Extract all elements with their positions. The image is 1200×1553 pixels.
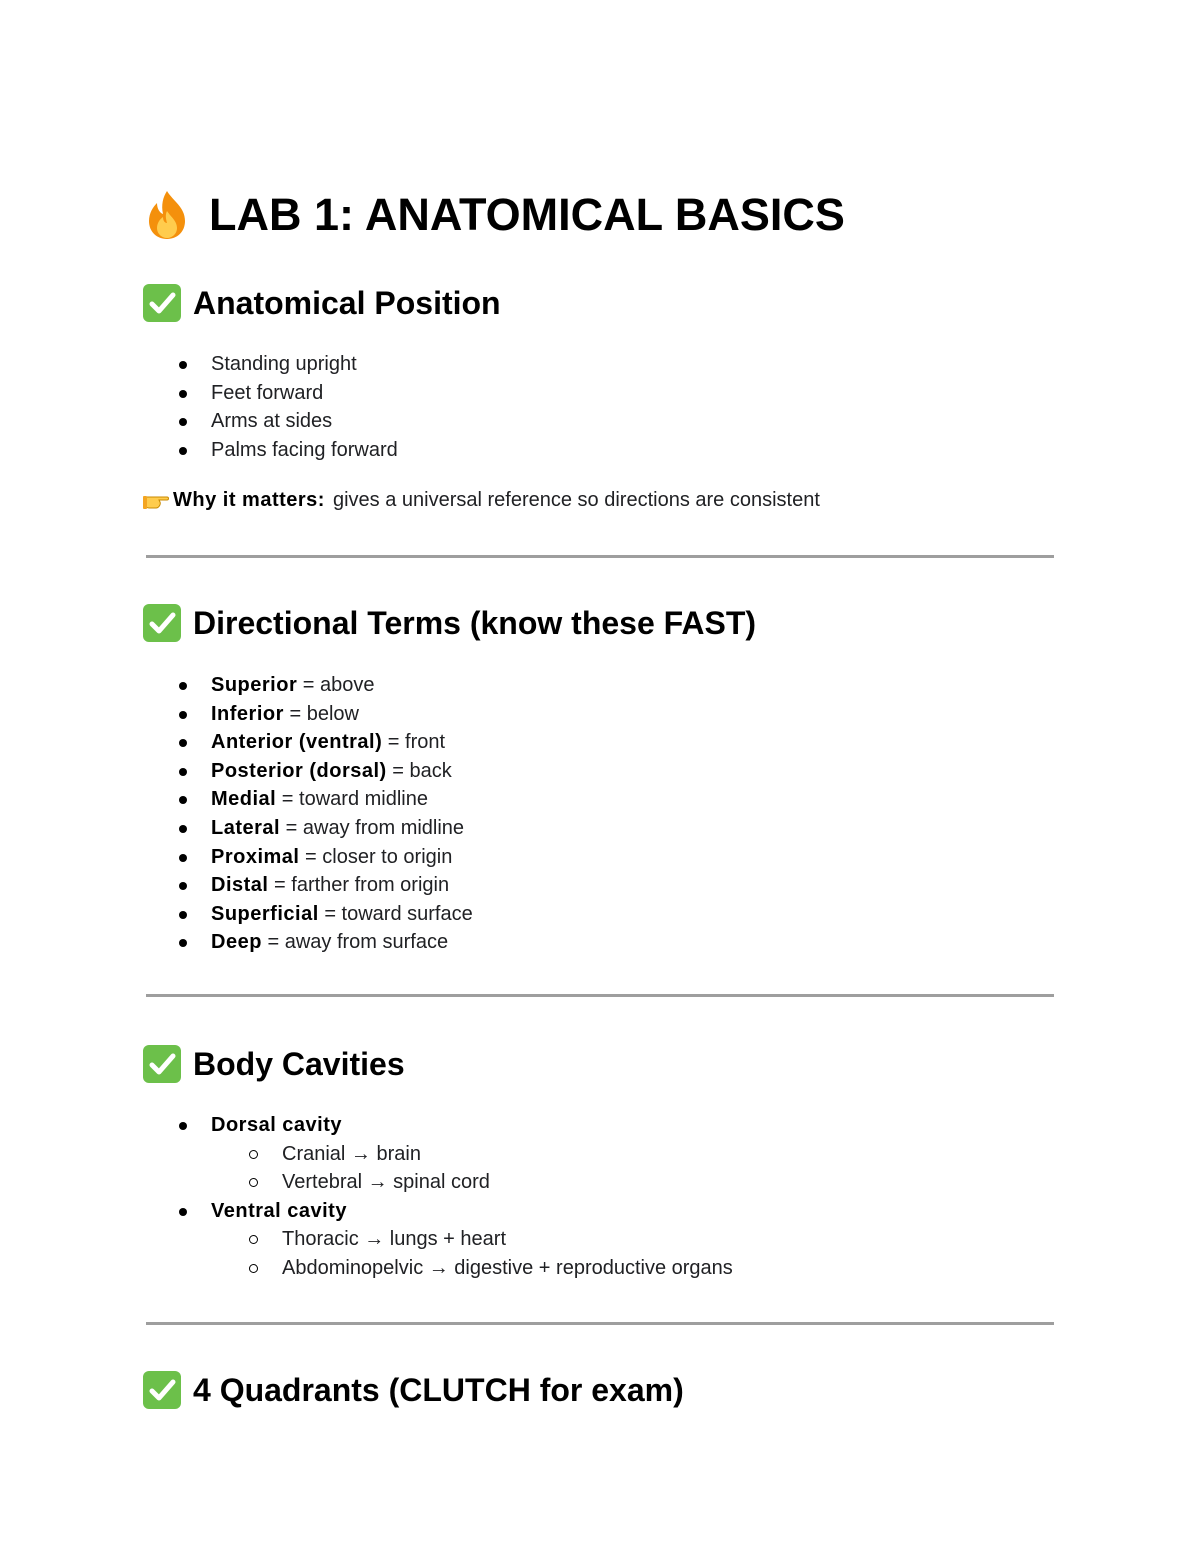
sub-list-item: Vertebral → spinal cord [0,1168,733,1197]
note-label: Why it matters: [173,489,325,511]
list-item [0,871,473,900]
definition: = farther from origin [268,874,450,897]
definition: = back [386,759,452,782]
list-item [0,1111,733,1140]
term: Superior [211,674,298,696]
sub-list-item: Abdominopelvic → digestive + reproductive organs [0,1254,733,1283]
list-item [0,785,473,814]
cavity-group-label: Dorsal cavity [211,1114,343,1136]
section-heading-text: Anatomical Position [193,285,501,321]
term: Anterior (ventral) [211,731,383,754]
cavity-group-label: Ventral cavity [211,1199,347,1222]
term: Deep [211,931,262,954]
sub-list-item: Thoracic → lungs + heart [0,1225,733,1254]
pointing-hand-icon [143,489,169,511]
section-heading-body-cavities [143,1044,405,1084]
definition: = toward midline [276,788,428,811]
list-item [0,1197,733,1226]
section-heading-text: Directional Terms (know these FAST) [193,605,757,641]
list-item [0,757,473,786]
check-mark-button-icon [143,284,181,322]
note-text: gives a universal reference so directions are consistent [332,489,820,511]
section-heading-text: 4 Quadrants (CLUTCH for exam) [193,1372,684,1408]
term: Inferior [211,702,284,725]
list-item: Feet forward [0,379,398,408]
page-title-text: LAB 1: ANATOMICAL BASICS [209,189,845,240]
term: Medial [211,788,277,811]
directional-terms-list [0,671,473,957]
list-item [0,814,473,843]
check-mark-button-icon [143,1371,181,1409]
definition: = below [283,702,359,725]
horizontal-rule [146,1322,1054,1325]
section-heading-quadrants [143,1370,684,1410]
section-heading-anatomical-position [143,283,501,323]
why-it-matters-note [143,486,820,514]
list-item: Arms at sides [0,407,398,436]
term: Posterior (dorsal) [211,759,387,782]
sub-list-item: Cranial → brain [0,1140,733,1169]
page-title [143,189,845,241]
list-item [0,928,473,957]
term: Distal [211,874,269,897]
list-item: Standing upright [0,350,398,379]
list-item [0,700,473,729]
definition: = away from surface [261,931,449,954]
horizontal-rule [146,994,1054,997]
list-item: Palms facing forward [0,436,398,465]
definition: = above [297,674,375,696]
definition: = away from midline [280,816,465,839]
section-heading-directional-terms [143,603,756,643]
definition: = toward surface [318,902,473,925]
term: Proximal [211,845,300,868]
fire-icon [143,189,191,241]
term: Lateral [211,816,281,839]
section-heading-text: Body Cavities [193,1046,405,1082]
definition: = front [382,731,446,754]
check-mark-button-icon [143,604,181,642]
list-item [0,843,473,872]
horizontal-rule [146,555,1054,558]
term: Superficial [211,902,319,925]
list-item [0,728,473,757]
body-cavities-list [0,1111,733,1283]
definition: = closer to origin [299,845,453,868]
list-item [0,671,473,700]
list-item [0,900,473,929]
anatomical-position-list [0,350,398,464]
check-mark-button-icon [143,1045,181,1083]
